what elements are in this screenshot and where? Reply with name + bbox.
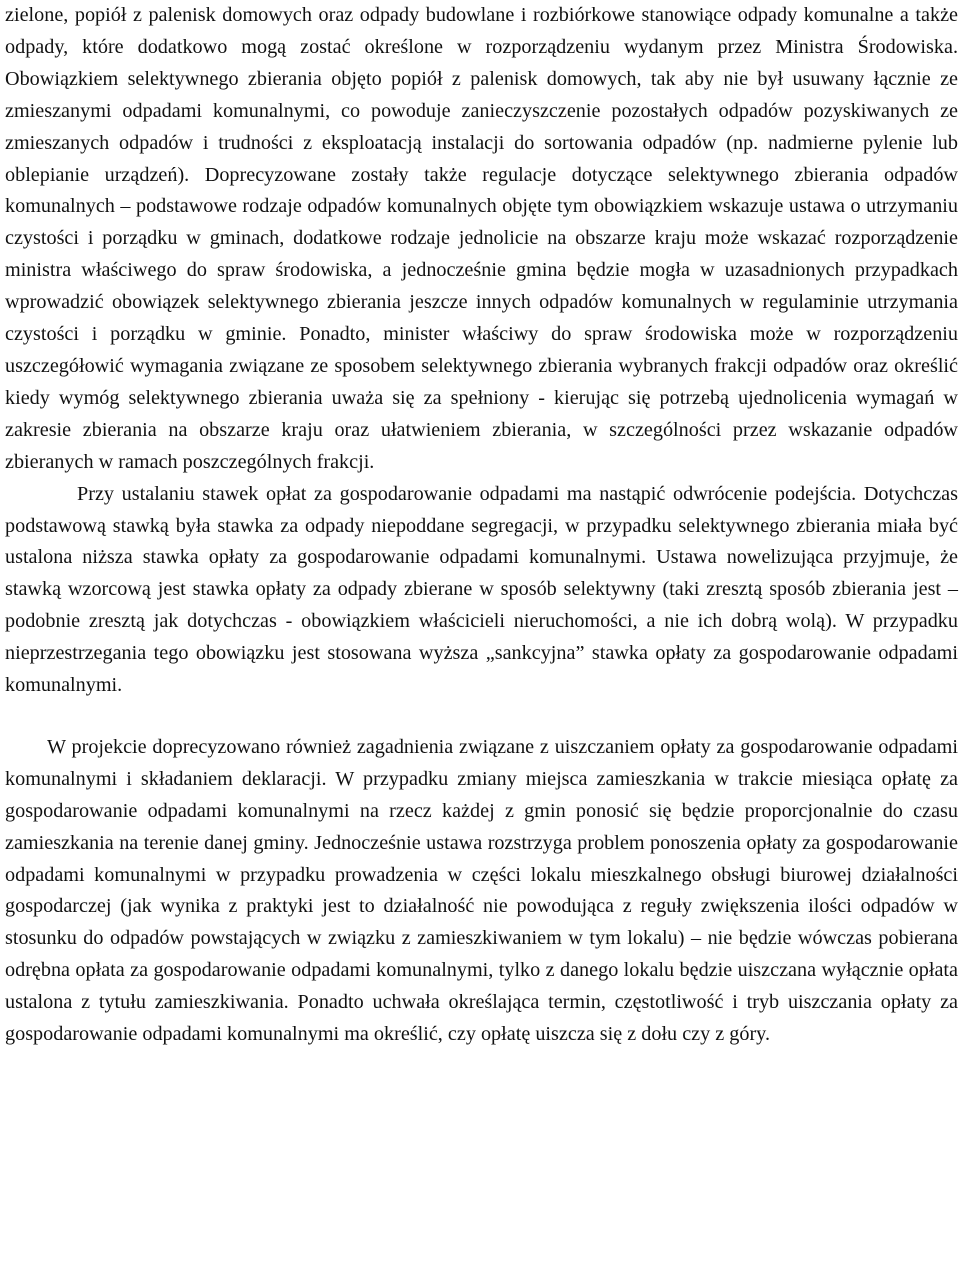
paragraph-fee-rates: Przy ustalaniu stawek opłat za gospodarowanie odpadami ma nastąpić odwrócenie podejścia. Dotychczas podstawową stawką była stawka za odpady niepoddane segregacji, w przypadku selektywnego zbierania miała być ustalona niższa stawka opłaty za gospodarowanie odpadami komunalnymi. Ustawa nowelizująca przyjmuje, że stawką wzorcową jest stawka opłaty za odpady zbierane w sposób selektywny (taki zresztą sposób zbierania jest – podobnie zresztą jak dotychczas - obowiązkiem właścicieli nieruchomości, a nie ich dobrą wolą). W przypadku nieprzestrzegania tego obowiązku jest stosowana wyższa „sankcyjna” stawka opłaty za gospodarowanie odpadami komunalnymi.	[5, 482, 958, 697]
paragraph-spacer	[5, 702, 958, 732]
document-page	[5, 0, 958, 1051]
paragraph-fee-payment: W projekcie doprecyzowano również zagadnienia związane z uiszczaniem opłaty za gospodarowanie odpadami komunalnymi i składaniem deklaracji. W przypadku zmiany miejsca zamieszkania w trakcie miesiąca opłatę za gospodarowanie odpadami komunalnymi na rzecz każdej z gmin ponosić się będzie proporcjonalnie do czasu zamieszkania na terenie danej gminy. Jednocześnie ustawa rozstrzyga problem ponoszenia opłaty za gospodarowanie odpadami komunalnymi w przypadku prowadzenia w części lokalu mieszkalnego obsługi biurowej działalności gospodarczej (jak wynika z praktyki jest to działalność nie powodująca z reguły zwiększenia ilości odpadów w stosunku do odpadów powstających w związku z zamieszkiwaniem w tym lokalu) – nie będzie wówczas pobierana odrębna opłata za gospodarowanie odpadami komunalnymi, tylko z danego lokalu będzie uiszczana wyłącznie opłata ustalona z tytułu zamieszkiwania. Ponadto uchwała określająca termin, częstotliwość i tryb uiszczania opłaty za gospodarowanie odpadami komunalnymi ma określić, czy opłatę uiszcza się z dołu czy z góry.	[5, 735, 958, 1046]
paragraph-selective-collection: zielone, popiół z palenisk domowych oraz odpady budowlane i rozbiórkowe stanowiące odpady komunalne a także odpady, które dodatkowo mogą zostać określone w rozporządzeniu wydanym przez Ministra Środowiska. Obowiązkiem selektywnego zbierania objęto popiół z palenisk domowych, tak aby nie był usuwany łącznie ze zmieszanymi odpadami komunalnymi, co powoduje zanieczyszczenie pozostałych odpadów pozyskiwanych ze zmieszanych odpadów i trudności z eksploatacją instalacji do sortowania odpadów (np. nadmierne pylenie lub oblepianie urządzeń). Doprecyzowane zostały także regulacje dotyczące selektywnego zbierania odpadów komunalnych – podstawowe rodzaje odpadów komunalnych objęte tym obowiązkiem wskazuje ustawa o utrzymaniu czystości i porządku w gminach, dodatkowe rodzaje jednolicie na obszarze kraju może wskazać rozporządzenie ministra właściwego do spraw środowiska, a jednocześnie gmina będzie mogła w uzasadnionych przypadkach wprowadzić obowiązek selektywnego zbierania jeszcze innych odpadów komunalnych w regulaminie utrzymania czystości i porządku w gminie. Ponadto, minister właściwy do spraw środowiska może w rozporządzeniu uszczegółowić wymagania związane ze sposobem selektywnego zbierania wybranych frakcji odpadów oraz określić kiedy wymóg selektywnego zbierania uważa się za spełniony - kierując się potrzebą ujednolicenia wymagań w zakresie zbierania na obszarze kraju oraz ułatwieniem zbierania, w szczególności przez wskazanie odpadów zbieranych w ramach poszczególnych frakcji.	[5, 4, 958, 473]
